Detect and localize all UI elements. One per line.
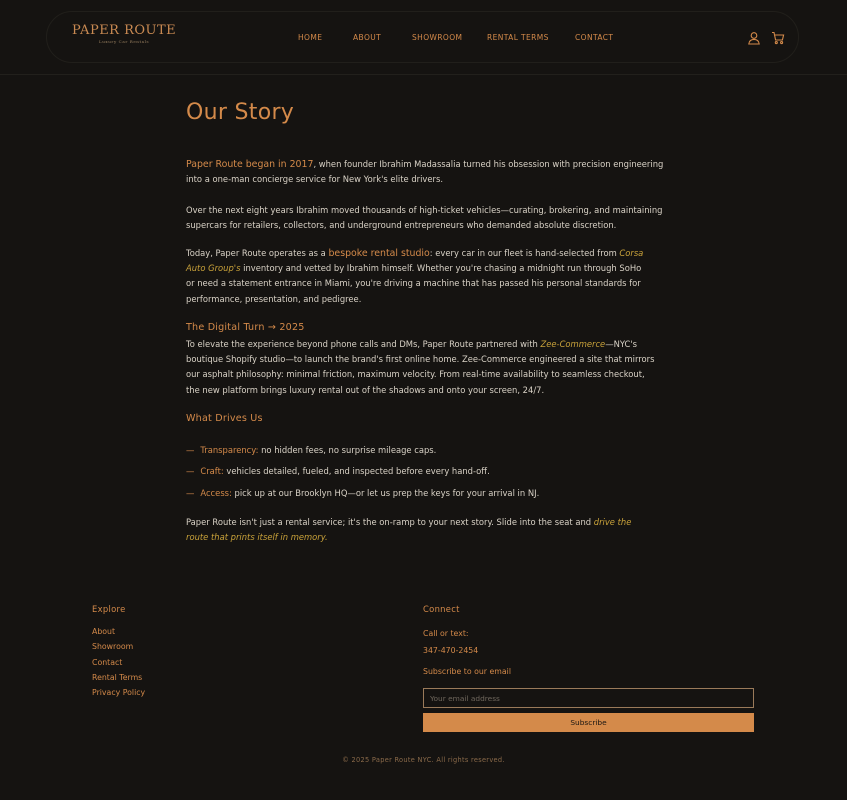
closing-emphasis: drive the route that prints itself in memory. xyxy=(186,517,632,543)
nav-rental-terms[interactable]: RENTAL TERMS xyxy=(487,33,549,42)
nav-home[interactable]: HOME xyxy=(298,33,323,42)
user-icon[interactable] xyxy=(747,30,761,44)
logo-wordmark: PAPER ROUTE xyxy=(72,23,177,38)
digital-turn-paragraph: To elevate the experience beyond phone calls and DMs, Paper Route partnered with Zee-Commerce—NYC's boutique Shopify studio—to launch the brand's first online home. Zee-Commerce engineered a site that mirrors our asphalt philosophy: minimal friction, maximum velocity. From real-time availability to seamless checkout, the new platform brings luxury rental out of the shadows and onto your screen, 24/7. xyxy=(186,339,655,395)
footer-connect-heading: Connect xyxy=(423,604,460,614)
footer-link-showroom[interactable]: Showroom xyxy=(92,642,134,651)
bespoke-highlight: bespoke rental studio xyxy=(328,248,430,259)
list-item: — Craft: vehicles detailed, fueled, and inspected before every hand-off. xyxy=(186,466,490,476)
list-item: — Access: pick up at our Brooklyn HQ—or let us prep the keys for your arrival in NJ. xyxy=(186,488,540,498)
story-paragraph-1: Paper Route began in 2017, when founder Ibrahim Madassalia turned his obsession with precision engineering into a one-man concierge service for New York's elite drivers. xyxy=(186,159,664,185)
copyright: © 2025 Paper Route NYC. All rights reserved. xyxy=(342,756,505,764)
phone-link[interactable]: 347-470-2454 xyxy=(423,646,479,655)
subscribe-button[interactable]: Subscribe xyxy=(423,713,754,732)
logo[interactable] xyxy=(72,23,176,44)
closing-paragraph: Paper Route isn't just a rental service; it's the on-ramp to your next story. Slide into the seat and drive the route that prints itself in memory. xyxy=(186,517,632,543)
story-paragraph-2: Over the next eight years Ibrahim moved thousands of high-ticket vehicles—curating, brokering, and maintaining supercars for retailers, collectors, and underground entrepreneurs who demanded absolute discretion. xyxy=(186,205,663,231)
corsa-link[interactable]: Corsa Auto Group's xyxy=(186,248,644,274)
subscribe-label: Subscribe to our email xyxy=(423,667,511,676)
zee-commerce-link[interactable]: Zee-Commerce xyxy=(540,339,606,349)
footer-link-contact[interactable]: Contact xyxy=(92,658,123,667)
story-lead: Paper Route began in 2017 xyxy=(186,159,314,170)
call-label: Call or text: xyxy=(423,629,469,638)
nav-showroom[interactable]: SHOWROOM xyxy=(412,33,463,42)
page-title: Our Story xyxy=(186,100,295,125)
cart-icon[interactable] xyxy=(771,30,785,44)
footer-explore-heading: Explore xyxy=(92,604,126,614)
nav-about[interactable]: ABOUT xyxy=(353,33,382,42)
drives-heading: What Drives Us xyxy=(186,413,263,424)
list-item: — Transparency: no hidden fees, no surprise mileage caps. xyxy=(186,445,437,455)
footer-link-about[interactable]: About xyxy=(92,627,116,636)
site-header xyxy=(46,11,799,63)
story-paragraph-3: Today, Paper Route operates as a bespoke rental studio: every car in our fleet is hand-selected from Corsa Auto Group's inventory and vetted by Ibrahim himself. Whether you're chasing a midnight run through SoHo or need a statement entrance in Miami, you're driving a machine that has passed his personal standards for performance, presentation, and pedigree. xyxy=(186,248,644,304)
email-input[interactable] xyxy=(423,688,754,708)
footer-link-rental-terms[interactable]: Rental Terms xyxy=(92,673,143,682)
nav-contact[interactable]: CONTACT xyxy=(575,33,614,42)
footer-link-privacy-policy[interactable]: Privacy Policy xyxy=(92,688,146,697)
digital-turn-heading: The Digital Turn → 2025 xyxy=(186,322,305,333)
logo-tagline: Luxury Car Rentals xyxy=(98,39,150,44)
